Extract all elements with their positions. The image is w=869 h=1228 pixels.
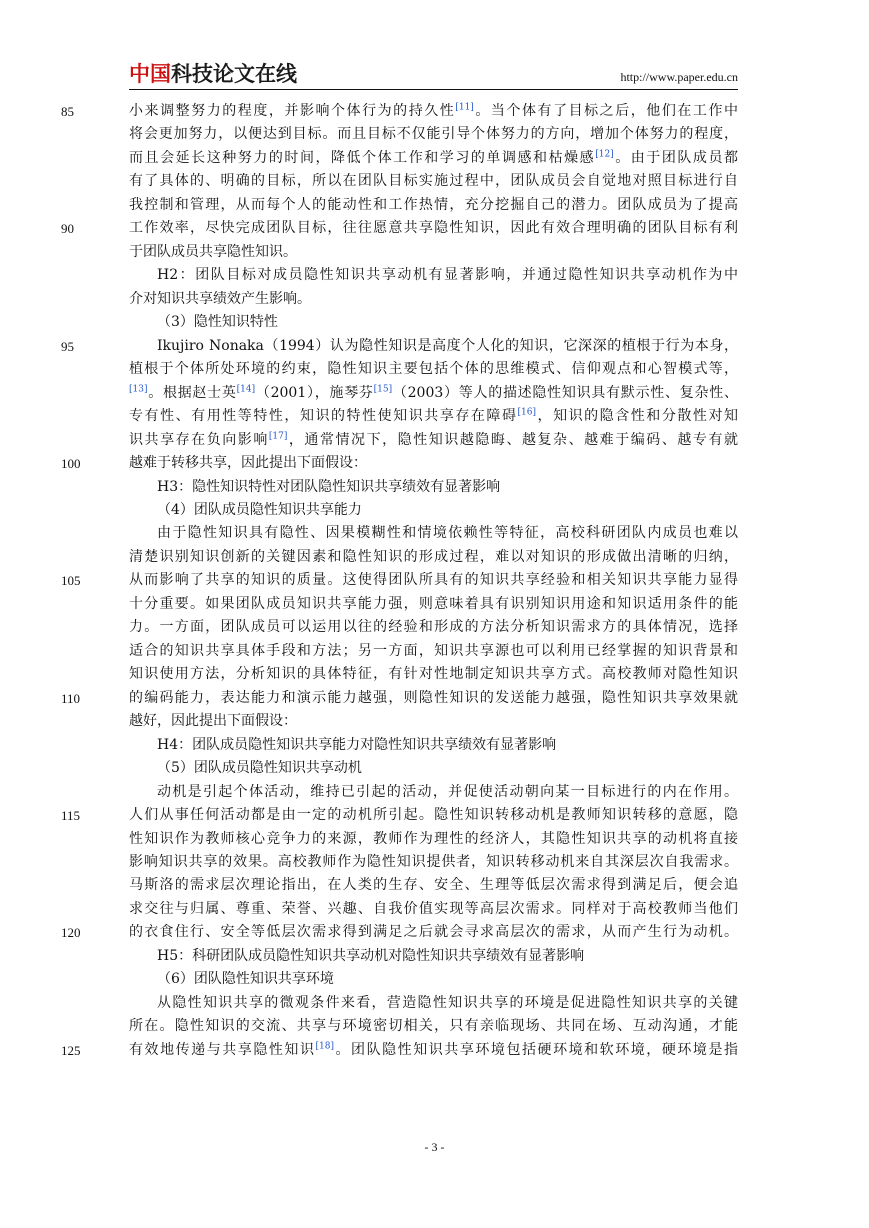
text-line: （4）团队成员隐性知识共享能力 <box>157 501 362 518</box>
line-number: 115 <box>61 808 81 824</box>
text-line: （3）隐性知识特性 <box>157 314 278 331</box>
citation-ref[interactable]: [16] <box>517 407 536 418</box>
text-line: H3：隐性知识特性对团队隐性知识共享绩效有显著影响 <box>157 478 501 495</box>
text-line: 125 有效地传递与共享隐性知识[18]。团队隐性知识共享环境包括硬环境和软环境，硬环境是指 <box>129 1039 738 1062</box>
text-line: 专有性、有用性等特性，知识的特性使知识共享存在障碍[16]，知识的隐含性和分散性对知 <box>129 407 739 425</box>
text-line: 影响知识共享的效果。高校教师作为隐性知识提供者，知识转移动机来自其深层次自我需求。 <box>129 854 738 870</box>
logo-text-dark: 科技论文在线 <box>171 62 297 86</box>
text-line: 100 越难于转移共享，因此提出下面假设： <box>129 452 738 475</box>
text-line: 力。一方面，团队成员可以运用以往的经验和形成的方法分析知识需求方的具体情况，选择 <box>129 619 738 636</box>
text-line: 85 小来调整努力的程度，并影响个体行为的持久性[11]。当个体有了目标之后，他们在工作中 <box>129 100 738 123</box>
text-line: 求交往与归属、尊重、荣誉、兴趣、自我价值实现等高层次需求。同样对于高校教师当他们 <box>129 900 738 917</box>
line-number: 90 <box>61 221 74 237</box>
page-header <box>129 62 738 90</box>
citation-ref[interactable]: [15] <box>373 383 393 394</box>
text-line: 120 的衣食住行、安全等低层次需求得到满足之后就会寻求高层次的需求，从而产生行为动机。 <box>129 921 738 944</box>
text-line: [13]。根据赵士英[14]（2001），施琴芬[15]（2003）等人的描述隐性知识具有默示性、复杂性、 <box>129 383 738 401</box>
text-line: 适合的知识共享具体手段和方法；另一方面，知识共享源也可以利用已经掌握的知识背景和 <box>129 642 738 659</box>
header-rule <box>129 89 738 90</box>
text-line: 越好，因此提出下面假设： <box>129 713 297 730</box>
text-line: H2：团队目标对成员隐性知识共享动机有显著影响，并通过隐性知识共享动机作为中 <box>157 267 738 284</box>
text-line: 有了具体的、明确的目标，所以在团队目标实施过程中，团队成员会自觉地对照目标进行自 <box>129 173 738 190</box>
citation-ref[interactable]: [13] <box>129 383 148 394</box>
text-line: 知识使用方法，分析知识的具体特征，有针对性地制定知识共享方式。高校教师对隐性知识 <box>129 666 738 683</box>
text-line: 十分重要。如果团队成员知识共享能力强，则意味着具有识别知识用途和知识适用条件的能 <box>129 595 738 612</box>
site-logo <box>129 62 297 86</box>
text-line: 从隐性知识共享的微观条件来看，营造隐性知识共享的环境是促进隐性知识共享的关键 <box>157 994 738 1011</box>
citation-ref[interactable]: [18] <box>315 1041 334 1052</box>
text-line: 将会更加努力，以便达到目标。而且目标不仅能引导个体努力的方向，增加个体努力的程度， <box>129 126 738 143</box>
text-line: 95 Ikujiro Nonaka（1994）认为隐性知识是高度个人化的知识，它深深的植根于行为本身， <box>129 335 738 358</box>
text-line: 识共享存在负向影响[17]，通常情况下，隐性知识越隐晦、越复杂、越难于编码、越专有就 <box>129 430 738 448</box>
citation-ref[interactable]: [14] <box>236 383 256 394</box>
logo-text-red: 中国 <box>129 62 171 86</box>
text-line: 90 工作效率，尽快完成团队目标，往往愿意共享隐性知识，因此有效合理明确的团队目标有利 <box>129 217 738 240</box>
text-line: 115 人们从事任何活动都是由一定的动机所引起。隐性知识转移动机是教师知识转移的意愿，隐 <box>129 804 738 827</box>
text-line: 由于隐性知识具有隐性、因果模糊性和情境依赖性等特征，高校科研团队内成员也难以 <box>157 525 738 542</box>
text-line: 植根于个体所处环境的约束，隐性知识主要包括个体的思维模式、信仰观点和心智模式等， <box>129 361 738 378</box>
line-number: 120 <box>61 925 81 941</box>
citation-ref[interactable]: [11] <box>455 102 474 113</box>
line-number: 125 <box>61 1042 81 1058</box>
text-line: 介对知识共享绩效产生影响。 <box>129 290 311 307</box>
page-number: - 3 - <box>424 1140 445 1154</box>
text-line: 于团队成员共享隐性知识。 <box>129 243 297 260</box>
text-line: （5）团队成员隐性知识共享动机 <box>157 760 362 777</box>
header-url: http://www.paper.edu.cn <box>620 70 738 84</box>
text-line: 马斯洛的需求层次理论指出，在人类的生存、安全、生理等低层次需求得到满足后，便会追 <box>129 877 738 894</box>
line-number: 100 <box>61 456 81 472</box>
line-number: 105 <box>61 573 81 589</box>
line-number: 85 <box>61 104 74 119</box>
citation-ref[interactable]: [12] <box>595 149 614 160</box>
text-line: 清楚识别知识创新的关键因素和隐性知识的形成过程，难以对知识的形成做出清晰的归纳， <box>129 548 738 565</box>
body-text <box>61 100 739 1062</box>
citation-ref[interactable]: [17] <box>268 430 288 441</box>
text-line: （6）团队隐性知识共享环境 <box>157 971 334 988</box>
text-line: 所在。隐性知识的交流、共享与环境密切相关，只有亲临现场、共同在场、互动沟通，才能 <box>129 1018 738 1035</box>
text-line: 我控制和管理，从而每个人的能动性和工作热情，充分挖掘自己的潜力。团队成员为了提高 <box>129 196 738 213</box>
text-line: 105 从而影响了共享的知识的质量。这使得团队所具有的知识共享经验和相关知识共享能力显得 <box>129 569 738 592</box>
line-number: 110 <box>61 690 81 706</box>
text-line: H5：科研团队成员隐性知识共享动机对隐性知识共享绩效有显著影响 <box>157 947 585 964</box>
line-number: 95 <box>61 338 74 354</box>
text-line: 而且会延长这种努力的时间，降低个体工作和学习的单调感和枯燥感[12]。由于团队成员都 <box>129 149 739 166</box>
text-line: 性知识作为教师核心竞争力的来源，教师作为理性的经济人，其隐性知识共享的动机将直接 <box>129 830 738 847</box>
text-line: 动机是引起个体活动，维持已引起的活动，并促使活动朝向某一目标进行的内在作用。 <box>157 783 738 800</box>
text-line: 110 的编码能力，表达能力和演示能力越强，则隐性知识的发送能力越强，隐性知识共享效果就 <box>129 687 738 710</box>
text-line: H4：团队成员隐性知识共享能力对隐性知识共享绩效有显著影响 <box>157 736 557 753</box>
